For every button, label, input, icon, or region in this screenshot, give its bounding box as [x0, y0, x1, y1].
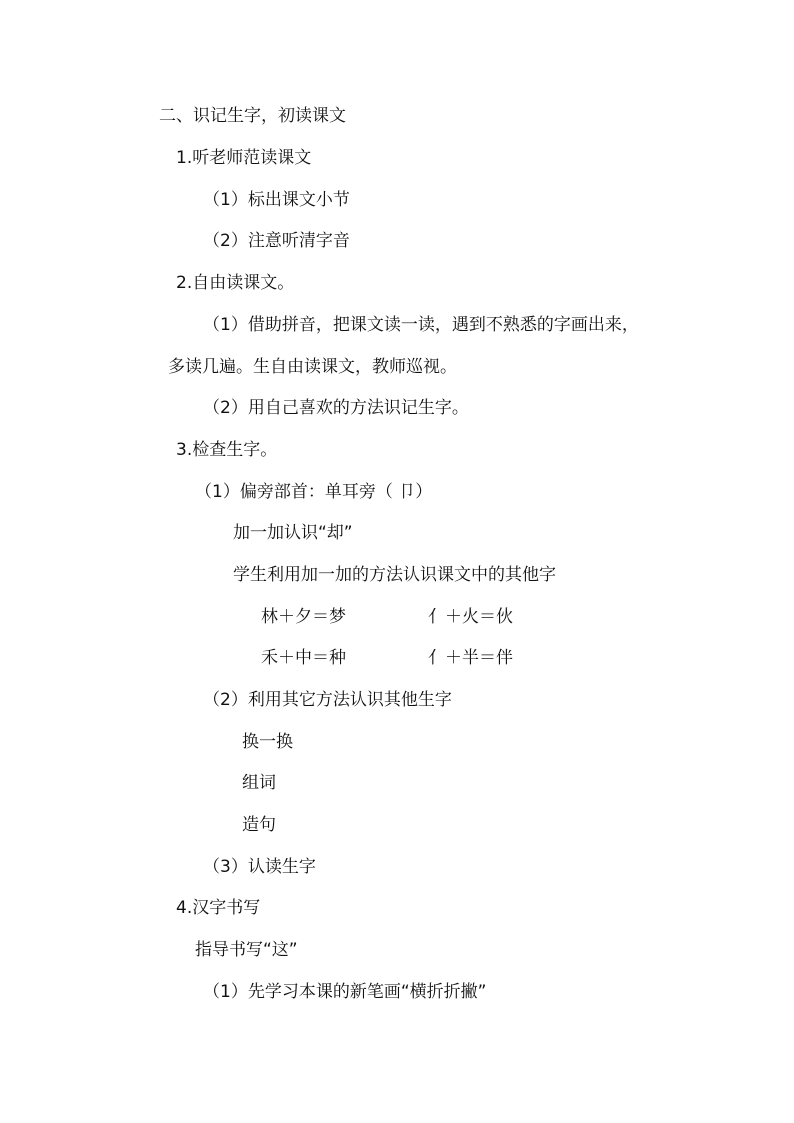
step4-item-1: （1）先学习本课的新笔画“横折折撇”	[203, 982, 487, 1002]
step4-guide: 指导书写“这”	[195, 940, 298, 960]
step4-title: 4.汉字书写	[176, 898, 261, 918]
formula-row	[0, 605, 794, 629]
formula-row	[0, 646, 794, 670]
formula-right: 亻＋半＝伴	[428, 648, 513, 668]
method-item: 换一换	[242, 732, 293, 752]
step2-title: 2.自由读课文。	[176, 273, 295, 293]
step2-item-2: （2）用自己喜欢的方法识记生字。	[203, 398, 469, 418]
step1-title: 1.听老师范读课文	[176, 148, 312, 168]
step1-item-2: （2）注意听清字音	[203, 231, 350, 251]
method-item: 造句	[242, 815, 276, 835]
section-heading: 二、识记生字，初读课文	[159, 106, 346, 126]
method-item: 组词	[242, 773, 276, 793]
formula-left: 林＋夕＝梦	[261, 607, 346, 627]
step3-add-one: 加一加认识“却”	[233, 523, 353, 543]
step3-item-3: （3）认读生字	[203, 857, 316, 877]
step3-title: 3.检查生字。	[176, 440, 278, 460]
step1-item-1: （1）标出课文小节	[203, 190, 350, 210]
step2-item1-line2: 多读几遍。生自由读课文，教师巡视。	[168, 357, 457, 377]
formula-right: 亻＋火＝伙	[428, 607, 513, 627]
step3-item-2: （2）利用其它方法认识其他生字	[203, 690, 452, 710]
step2-item1-line1: （1）借助拼音，把课文读一读，遇到不熟悉的字画出来，	[203, 315, 639, 335]
formula-left: 禾＋中＝种	[261, 648, 346, 668]
step3-item-1: （1）偏旁部首：单耳旁（ 卩）	[195, 482, 433, 502]
step3-add-method: 学生利用加一加的方法认识课文中的其他字	[233, 565, 556, 585]
